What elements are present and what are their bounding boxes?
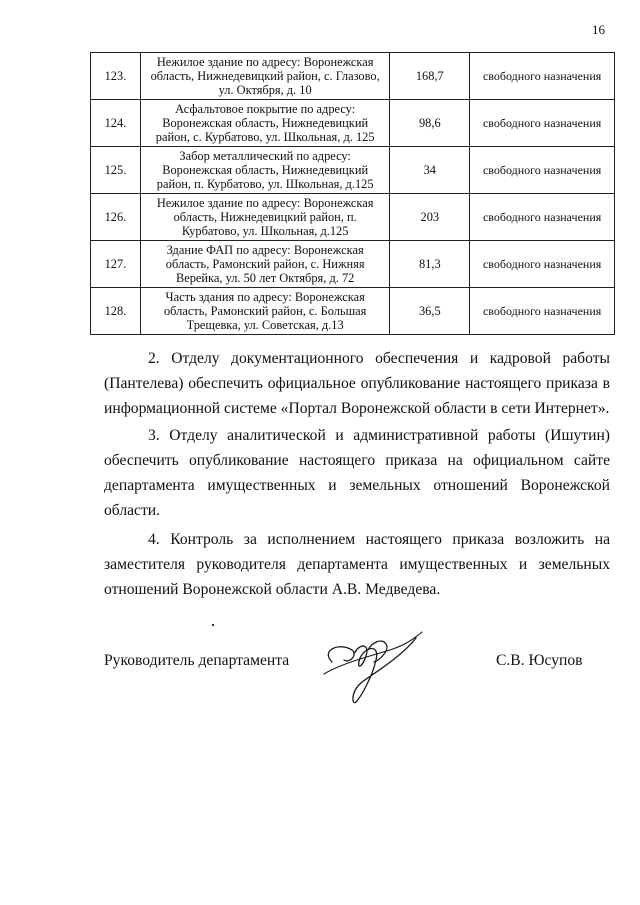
area-cell: 203 xyxy=(390,194,470,241)
area-cell: 34 xyxy=(390,147,470,194)
purpose-cell: свободного назначения xyxy=(470,241,615,288)
row-number-cell: 126. xyxy=(91,194,141,241)
signatory-name: С.В. Юсупов xyxy=(496,652,583,669)
description-line: Нежилое здание по адресу: Воронежская xyxy=(156,55,374,69)
description-line: Верейка, ул. 50 лет Октября, д. 72 xyxy=(175,271,355,285)
paragraph-3 xyxy=(104,423,610,523)
signatory-role: Руководитель департамента xyxy=(104,652,290,669)
row-number-cell: 128. xyxy=(91,288,141,335)
description-line: Курбатово, ул. Школьная, д.125 xyxy=(181,224,349,238)
table-row xyxy=(91,288,615,335)
purpose-cell: свободного назначения xyxy=(470,288,615,335)
description-line: ул. Октября, д. 10 xyxy=(218,83,312,97)
description-line: Забор металлический по адресу: xyxy=(179,149,351,163)
ink-dot xyxy=(212,624,214,626)
description-cell xyxy=(140,100,389,147)
row-number-cell: 127. xyxy=(91,241,141,288)
row-number-cell: 124. xyxy=(91,100,141,147)
area-cell: 36,5 xyxy=(390,288,470,335)
description-cell xyxy=(140,241,389,288)
area-cell: 81,3 xyxy=(390,241,470,288)
description-line: область, Рамонский район, с. Большая xyxy=(163,304,367,318)
description-line: район, п. Курбатово, ул. Школьная, д.125 xyxy=(156,177,374,191)
paragraph-4 xyxy=(104,527,610,602)
purpose-cell: свободного назначения xyxy=(470,194,615,241)
row-number-cell: 123. xyxy=(91,53,141,100)
area-cell: 168,7 xyxy=(390,53,470,100)
property-table xyxy=(90,52,615,335)
table-row xyxy=(91,194,615,241)
description-line: Часть здания по адресу: Воронежская xyxy=(165,290,365,304)
handwritten-signature xyxy=(310,620,430,710)
description-line: Воронежская область, Нижнедевицкий xyxy=(162,116,369,130)
page-number: 16 xyxy=(592,22,605,37)
table-row xyxy=(91,100,615,147)
description-line: район, с. Курбатово, ул. Школьная, д. 125 xyxy=(155,130,375,144)
property-table-body xyxy=(91,53,615,335)
paragraph-2-text: 2. Отделу документационного обеспечения и кадровой работы (Пантелева) обеспечить официальное опубликование настоящего приказа в информационной системе «Портал Воронежской области в сети Интернет». xyxy=(104,350,610,417)
area-cell: 98,6 xyxy=(390,100,470,147)
row-number-cell: 125. xyxy=(91,147,141,194)
paragraph-3-text: 3. Отделу аналитической и административной работы (Ишутин) обеспечить опубликование настоящего приказа на официальном сайте департамента имущественных и земельных отношений Воронежской области. xyxy=(104,427,610,519)
description-line: Здание ФАП по адресу: Воронежская xyxy=(166,243,364,257)
description-line: область, Нижнедевицкий район, п. xyxy=(173,210,357,224)
description-line: Трещевка, ул. Советская, д.13 xyxy=(186,318,344,332)
description-line: Воронежская область, Нижнедевицкий xyxy=(162,163,369,177)
description-cell xyxy=(140,147,389,194)
description-line: область, Рамонский район, с. Нижняя xyxy=(165,257,365,271)
table-row xyxy=(91,147,615,194)
paragraph-2 xyxy=(104,346,610,421)
description-cell xyxy=(140,53,389,100)
paragraph-4-text: 4. Контроль за исполнением настоящего приказа возложить на заместителя руководителя департамента имущественных и земельных отношений Воронежской области А.В. Медведева. xyxy=(104,531,610,598)
table-row xyxy=(91,241,615,288)
description-line: Нежилое здание по адресу: Воронежская xyxy=(156,196,374,210)
description-line: область, Нижнедевицкий район, с. Глазово, xyxy=(150,69,380,83)
table-row xyxy=(91,53,615,100)
description-line: Асфальтовое покрытие по адресу: xyxy=(175,102,356,116)
description-cell xyxy=(140,288,389,335)
purpose-cell: свободного назначения xyxy=(470,147,615,194)
description-cell xyxy=(140,194,389,241)
purpose-cell: свободного назначения xyxy=(470,53,615,100)
purpose-cell: свободного назначения xyxy=(470,100,615,147)
